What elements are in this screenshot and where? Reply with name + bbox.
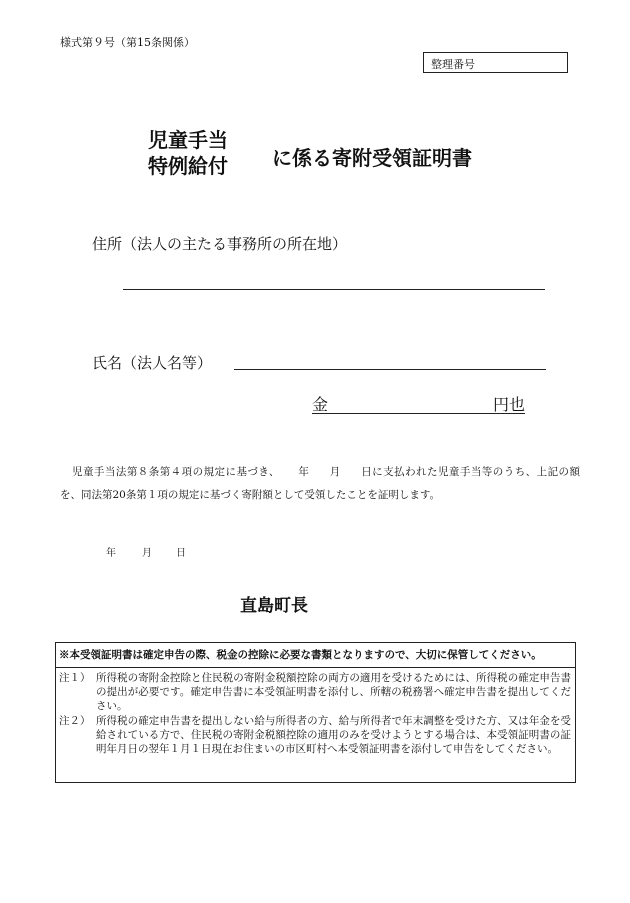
address-field-line <box>123 289 545 290</box>
notes-notice: ※本受領証明書は確定申告の際、税金の控除に必要な書類となりますので、大切に保管してください。 <box>56 643 575 668</box>
issue-date <box>106 544 186 559</box>
issue-date-month: 月 <box>142 548 152 559</box>
note-text: 所得税の確定申告書を提出しない給与所得者の方、給与所得者で年末調整を受けた方、又は年金を受給されている方で、住民税の寄附金税額控除の適用のみを受けようとする場合は、本受領証明書の証明年月日の翌年１月１日現在お住まいの市区町村へ本受領証明書を添付して申告をしてください。 <box>96 715 571 755</box>
issuer-title: 直島町長 <box>240 596 308 616</box>
amount-suffix: 円也 <box>492 395 525 414</box>
certification-text-part2: 日に支払われた児童手当等のうち、上記の額を、同法第20条第１項の規定に基づく寄附額として受領したことを証明します。 <box>60 466 581 501</box>
title-benefit-line1: 児童手当 <box>148 128 228 152</box>
note-item <box>56 668 575 713</box>
issue-date-day: 日 <box>176 548 186 559</box>
certification-text <box>60 461 580 507</box>
name-label: 氏名（法人名等） <box>92 354 213 372</box>
note-label: 注１） <box>59 672 91 684</box>
amount-field <box>312 392 525 414</box>
note-text: 所得税の寄附金控除と住民税の寄附金税額控除の両方の適用を受けるためには、所得税の確定申告書の提出が必要です。確定申告書に本受領証明書を添付し、所轄の税務署へ確定申告書を提出してください。 <box>96 672 571 712</box>
certification-year: 年 <box>297 466 310 478</box>
reference-number-label: 整理番号 <box>431 58 475 71</box>
page-title: に係る寄附受領証明書 <box>272 146 472 170</box>
name-field-line <box>234 369 546 370</box>
address-label: 住所（法人の主たる事務所の所在地） <box>92 235 348 253</box>
notes-box <box>55 642 576 783</box>
title-benefit-types <box>148 127 228 179</box>
note-item <box>56 713 575 756</box>
certification-month: 月 <box>329 466 341 478</box>
form-number: 様式第９号（第15条関係） <box>60 36 195 49</box>
title-benefit-line2: 特例給付 <box>148 154 228 178</box>
reference-number-box <box>423 52 568 73</box>
issue-date-year: 年 <box>106 548 116 559</box>
note-label: 注２） <box>59 715 91 727</box>
amount-prefix: 金 <box>312 395 329 414</box>
certification-text-part1: 児童手当法第８条第４項の規定に基づき、 <box>72 466 280 478</box>
